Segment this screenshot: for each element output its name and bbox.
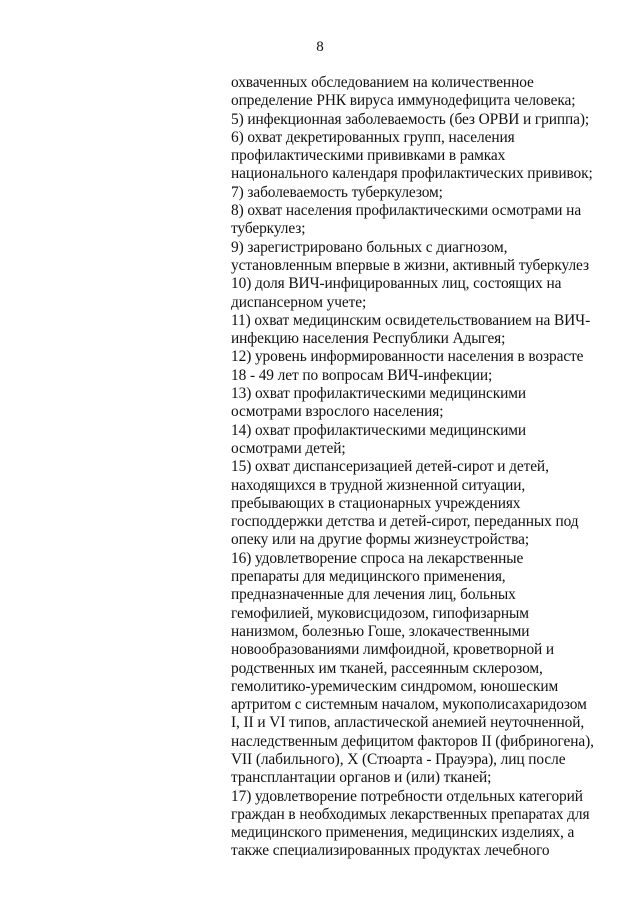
page-number: 8 [316,39,324,55]
list-item-9: 9) зарегистрировано больных с диагнозом, [231,238,508,256]
text-line: осмотрами детей; [231,439,346,457]
text-line: профилактическими прививками в рамках [231,147,506,165]
list-item-16: 16) удовлетворение спроса на лекарственные [231,549,524,567]
text-line: препараты для медицинского применения, [231,568,506,586]
text-line: находящихся в трудной жизненной ситуации, [231,476,526,494]
text-line: туберкулез; [231,220,306,238]
text-line: трансплантации органов и (или) тканей; [231,769,492,787]
text-line: наследственным дефицитом факторов II (фибриногена), [231,732,594,750]
list-item-15: 15) охват диспансеризацией детей-сирот и детей, [231,458,549,476]
list-item-14: 14) охват профилактическими медицинскими [231,421,527,439]
text-line: установленным впервые в жизни, активный туберкулез [231,256,589,274]
text-line: предназначенные для лечения лиц, больных [231,586,516,604]
list-item-6: 6) охват декретированных групп, населения [231,128,515,146]
text-line: гемолитико-уремическим синдромом, юношеским [231,677,559,695]
text-line: граждан в необходимых лекарственных препаратах для [231,805,590,823]
text-line: осмотрами взрослого населения; [231,403,444,421]
text-line: также специализированных продуктах лечебного [231,842,550,860]
list-item-5: 5) инфекционная заболеваемость (без ОРВИ и гриппа); [231,110,590,128]
list-item-11: 11) охват медицинским освидетельствованием на ВИЧ- [231,311,591,329]
text-line: нанизмом, болезнью Гоше, злокачественными [231,622,530,640]
list-item-7: 7) заболеваемость туберкулезом; [231,183,443,201]
text-line: I, II и VI типов, апластической анемией неуточненной, [231,714,585,732]
list-item-13: 13) охват профилактическими медицинскими [231,385,527,403]
text-line: гемофилией, муковисцидозом, гипофизарным [231,604,529,622]
text-line: определение РНК вируса иммунодефицита человека; [231,92,576,110]
text-line: медицинского применения, медицинских изделиях, а [231,824,575,842]
text-line: инфекцию населения Республики Адыгея; [231,330,506,348]
list-item-8: 8) охват населения профилактическими осмотрами на [231,202,582,220]
text-line: господдержки детства и детей-сирот, переданных под [231,513,579,531]
text-line: пребывающих в стационарных учреждениях [231,494,521,512]
text-line: диспансерном учете; [231,293,367,311]
list-item-17: 17) удовлетворение потребности отдельных категорий [231,787,583,805]
document-text [231,74,611,861]
text-line: родственных им тканей, рассеянным склерозом, [231,659,543,677]
text-line: новообразованиями лимфоидной, кроветворной и [231,641,555,659]
text-line: охваченных обследованием на количественное [231,74,534,91]
list-item-12: 12) уровень информированности населения в возрасте [231,348,584,366]
text-line: артритом с системным началом, мукополисахаридозом [231,696,587,714]
list-item-10: 10) доля ВИЧ-инфицированных лиц, состоящих на [231,275,562,293]
text-line: опеку или на другие формы жизнеустройства; [231,531,530,549]
text-line: 18 - 49 лет по вопросам ВИЧ-инфекции; [231,366,493,384]
text-line: национального календаря профилактических прививок; [231,165,593,183]
text-line: VII (лабильного), X (Стюарта - Прауэра), лиц после [231,750,566,768]
